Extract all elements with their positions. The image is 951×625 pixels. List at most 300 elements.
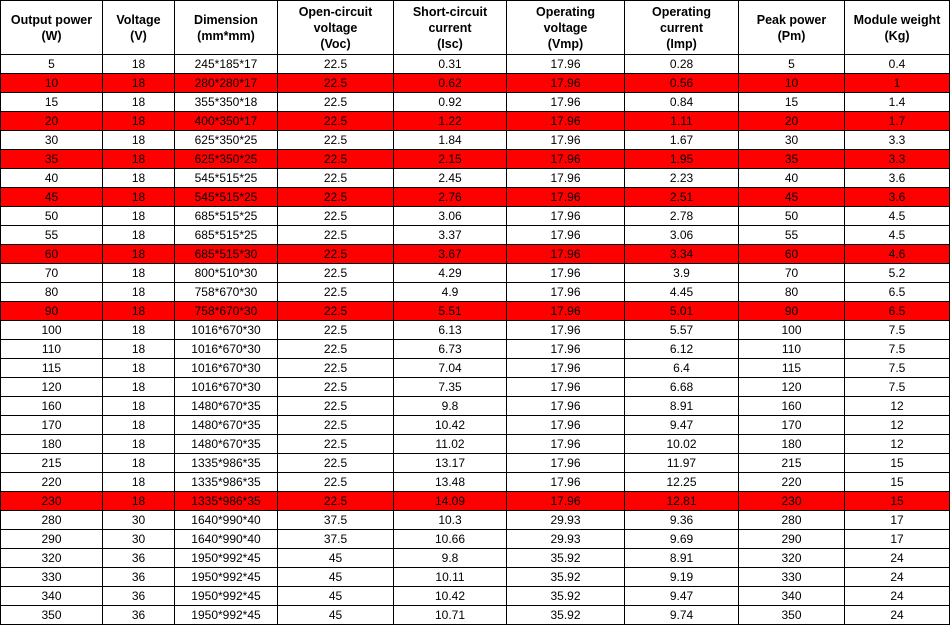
- isc-cell: 2.15: [394, 150, 507, 169]
- output-power-cell: 55: [1, 226, 103, 245]
- vmp-cell: 17.96: [507, 93, 625, 112]
- voltage-cell: 18: [103, 473, 175, 492]
- voc-cell: 22.5: [278, 112, 394, 131]
- table-row-highlighted: [1, 74, 950, 93]
- imp-cell: 1.95: [625, 150, 739, 169]
- dimension-cell: 1950*992*45: [175, 568, 278, 587]
- module-weight-cell: 4.5: [845, 226, 950, 245]
- header-text-line: Open-circuit: [298, 4, 373, 19]
- peak-power-cell: 20: [739, 112, 845, 131]
- imp-cell: 6.12: [625, 340, 739, 359]
- dimension-cell: 1016*670*30: [175, 321, 278, 340]
- peak-power-cell: 10: [739, 74, 845, 93]
- output-power-cell: 340: [1, 587, 103, 606]
- isc-cell: 0.62: [394, 74, 507, 93]
- imp-cell: 8.91: [625, 397, 739, 416]
- vmp-cell: 17.96: [507, 55, 625, 74]
- vmp-cell: 17.96: [507, 416, 625, 435]
- peak-power-cell: 40: [739, 169, 845, 188]
- module-weight-cell: 1: [845, 74, 950, 93]
- header-text-line: Voltage: [116, 12, 161, 27]
- dimension-cell: 1335*986*35: [175, 454, 278, 473]
- table-row-highlighted: [1, 245, 950, 264]
- peak-power-cell: 35: [739, 150, 845, 169]
- voc-cell: 22.5: [278, 416, 394, 435]
- imp-cell: 3.34: [625, 245, 739, 264]
- vmp-cell: 35.92: [507, 568, 625, 587]
- isc-cell: 6.73: [394, 340, 507, 359]
- table-row: [1, 511, 950, 530]
- voltage-cell: 30: [103, 511, 175, 530]
- output-power-cell: 15: [1, 93, 103, 112]
- vmp-cell: 17.96: [507, 473, 625, 492]
- header-row: [1, 1, 950, 55]
- isc-cell: 0.31: [394, 55, 507, 74]
- peak-power-cell: 120: [739, 378, 845, 397]
- vmp-cell: 17.96: [507, 131, 625, 150]
- isc-cell: 2.45: [394, 169, 507, 188]
- voc-cell: 22.5: [278, 207, 394, 226]
- output-power-cell: 320: [1, 549, 103, 568]
- header-voltage: [103, 1, 175, 55]
- header-dimension: [175, 1, 278, 55]
- table-row: [1, 549, 950, 568]
- module-weight-cell: 24: [845, 587, 950, 606]
- imp-cell: 9.19: [625, 568, 739, 587]
- module-weight-cell: 1.4: [845, 93, 950, 112]
- module-weight-cell: 3.6: [845, 169, 950, 188]
- table-row: [1, 321, 950, 340]
- dimension-cell: 545*515*25: [175, 169, 278, 188]
- output-power-cell: 50: [1, 207, 103, 226]
- output-power-cell: 5: [1, 55, 103, 74]
- imp-cell: 4.45: [625, 283, 739, 302]
- voc-cell: 22.5: [278, 226, 394, 245]
- header-text-line: (Voc): [320, 36, 351, 51]
- module-weight-cell: 5.2: [845, 264, 950, 283]
- imp-cell: 12.25: [625, 473, 739, 492]
- peak-power-cell: 55: [739, 226, 845, 245]
- output-power-cell: 180: [1, 435, 103, 454]
- imp-cell: 0.56: [625, 74, 739, 93]
- vmp-cell: 17.96: [507, 321, 625, 340]
- module-weight-cell: 3.6: [845, 188, 950, 207]
- dimension-cell: 758*670*30: [175, 283, 278, 302]
- output-power-cell: 100: [1, 321, 103, 340]
- peak-power-cell: 180: [739, 435, 845, 454]
- voltage-cell: 18: [103, 93, 175, 112]
- module-weight-cell: 12: [845, 416, 950, 435]
- isc-cell: 13.48: [394, 473, 507, 492]
- voc-cell: 22.5: [278, 435, 394, 454]
- output-power-cell: 20: [1, 112, 103, 131]
- dimension-cell: 685*515*25: [175, 226, 278, 245]
- isc-cell: 4.9: [394, 283, 507, 302]
- voltage-cell: 18: [103, 397, 175, 416]
- voltage-cell: 18: [103, 207, 175, 226]
- voltage-cell: 18: [103, 302, 175, 321]
- imp-cell: 11.97: [625, 454, 739, 473]
- voc-cell: 22.5: [278, 359, 394, 378]
- vmp-cell: 17.96: [507, 207, 625, 226]
- voc-cell: 22.5: [278, 378, 394, 397]
- imp-cell: 12.81: [625, 492, 739, 511]
- table-row: [1, 416, 950, 435]
- isc-cell: 10.42: [394, 587, 507, 606]
- isc-cell: 10.71: [394, 606, 507, 625]
- voltage-cell: 18: [103, 454, 175, 473]
- peak-power-cell: 50: [739, 207, 845, 226]
- dimension-cell: 800*510*30: [175, 264, 278, 283]
- isc-cell: 3.67: [394, 245, 507, 264]
- dimension-cell: 545*515*25: [175, 188, 278, 207]
- imp-cell: 0.28: [625, 55, 739, 74]
- voltage-cell: 18: [103, 321, 175, 340]
- dimension-cell: 1480*670*35: [175, 435, 278, 454]
- table-row: [1, 473, 950, 492]
- voc-cell: 37.5: [278, 511, 394, 530]
- voc-cell: 37.5: [278, 530, 394, 549]
- isc-cell: 1.22: [394, 112, 507, 131]
- output-power-cell: 215: [1, 454, 103, 473]
- isc-cell: 4.29: [394, 264, 507, 283]
- output-power-cell: 220: [1, 473, 103, 492]
- voltage-cell: 18: [103, 169, 175, 188]
- voltage-cell: 36: [103, 549, 175, 568]
- isc-cell: 2.76: [394, 188, 507, 207]
- dimension-cell: 245*185*17: [175, 55, 278, 74]
- dimension-cell: 1950*992*45: [175, 606, 278, 625]
- header-text-line: (Kg): [884, 28, 910, 43]
- voltage-cell: 18: [103, 492, 175, 511]
- dimension-cell: 1480*670*35: [175, 397, 278, 416]
- table-row: [1, 397, 950, 416]
- table-row: [1, 93, 950, 112]
- dimension-cell: 1335*986*35: [175, 492, 278, 511]
- peak-power-cell: 115: [739, 359, 845, 378]
- dimension-cell: 625*350*25: [175, 131, 278, 150]
- header-text-line: (Imp): [666, 36, 697, 51]
- vmp-cell: 17.96: [507, 245, 625, 264]
- peak-power-cell: 70: [739, 264, 845, 283]
- imp-cell: 6.4: [625, 359, 739, 378]
- peak-power-cell: 15: [739, 93, 845, 112]
- module-weight-cell: 12: [845, 397, 950, 416]
- table-row: [1, 169, 950, 188]
- vmp-cell: 35.92: [507, 587, 625, 606]
- header-text-line: Operating: [651, 4, 712, 19]
- table-row-highlighted: [1, 302, 950, 321]
- peak-power-cell: 280: [739, 511, 845, 530]
- module-weight-cell: 0.4: [845, 55, 950, 74]
- imp-cell: 9.47: [625, 587, 739, 606]
- peak-power-cell: 330: [739, 568, 845, 587]
- vmp-cell: 17.96: [507, 302, 625, 321]
- output-power-cell: 120: [1, 378, 103, 397]
- module-weight-cell: 6.5: [845, 283, 950, 302]
- module-weight-cell: 24: [845, 549, 950, 568]
- dimension-cell: 1016*670*30: [175, 359, 278, 378]
- table-row: [1, 264, 950, 283]
- voc-cell: 22.5: [278, 169, 394, 188]
- module-weight-cell: 4.5: [845, 207, 950, 226]
- module-weight-cell: 3.3: [845, 150, 950, 169]
- output-power-cell: 170: [1, 416, 103, 435]
- voc-cell: 22.5: [278, 492, 394, 511]
- module-weight-cell: 17: [845, 511, 950, 530]
- header-text-line: Output power: [10, 12, 93, 27]
- table-row-highlighted: [1, 492, 950, 511]
- output-power-cell: 40: [1, 169, 103, 188]
- isc-cell: 3.06: [394, 207, 507, 226]
- imp-cell: 6.68: [625, 378, 739, 397]
- voltage-cell: 30: [103, 530, 175, 549]
- header-text-line: Module weight: [853, 12, 941, 27]
- vmp-cell: 17.96: [507, 283, 625, 302]
- module-weight-cell: 7.5: [845, 359, 950, 378]
- voc-cell: 22.5: [278, 283, 394, 302]
- vmp-cell: 17.96: [507, 359, 625, 378]
- vmp-cell: 17.96: [507, 264, 625, 283]
- voltage-cell: 18: [103, 359, 175, 378]
- output-power-cell: 160: [1, 397, 103, 416]
- voltage-cell: 18: [103, 283, 175, 302]
- voltage-cell: 18: [103, 74, 175, 93]
- module-weight-cell: 12: [845, 435, 950, 454]
- module-weight-cell: 6.5: [845, 302, 950, 321]
- header-text-line: Dimension: [194, 12, 258, 27]
- table-row-highlighted: [1, 150, 950, 169]
- voc-cell: 22.5: [278, 93, 394, 112]
- header-module-weight: [845, 1, 950, 55]
- isc-cell: 14.09: [394, 492, 507, 511]
- dimension-cell: 1950*992*45: [175, 549, 278, 568]
- isc-cell: 9.8: [394, 397, 507, 416]
- voltage-cell: 18: [103, 435, 175, 454]
- vmp-cell: 17.96: [507, 397, 625, 416]
- imp-cell: 8.91: [625, 549, 739, 568]
- voc-cell: 45: [278, 549, 394, 568]
- vmp-cell: 17.96: [507, 378, 625, 397]
- voltage-cell: 18: [103, 245, 175, 264]
- table-row-highlighted: [1, 188, 950, 207]
- table-body: [1, 55, 950, 625]
- header-operating-voltage: [507, 1, 625, 55]
- table-row: [1, 606, 950, 625]
- output-power-cell: 35: [1, 150, 103, 169]
- voltage-cell: 36: [103, 587, 175, 606]
- peak-power-cell: 350: [739, 606, 845, 625]
- vmp-cell: 17.96: [507, 112, 625, 131]
- dimension-cell: 1640*990*40: [175, 530, 278, 549]
- output-power-cell: 115: [1, 359, 103, 378]
- peak-power-cell: 100: [739, 321, 845, 340]
- peak-power-cell: 90: [739, 302, 845, 321]
- peak-power-cell: 80: [739, 283, 845, 302]
- header-operating-current: [625, 1, 739, 55]
- peak-power-cell: 290: [739, 530, 845, 549]
- vmp-cell: 17.96: [507, 188, 625, 207]
- voltage-cell: 18: [103, 340, 175, 359]
- voc-cell: 45: [278, 568, 394, 587]
- voc-cell: 22.5: [278, 302, 394, 321]
- table-row: [1, 530, 950, 549]
- voc-cell: 22.5: [278, 245, 394, 264]
- voltage-cell: 18: [103, 131, 175, 150]
- isc-cell: 10.3: [394, 511, 507, 530]
- dimension-cell: 1016*670*30: [175, 340, 278, 359]
- output-power-cell: 10: [1, 74, 103, 93]
- header-text-line: (W): [41, 28, 62, 43]
- module-weight-cell: 15: [845, 492, 950, 511]
- header-text-line: Short-circuit: [412, 4, 488, 19]
- table-row: [1, 226, 950, 245]
- voltage-cell: 18: [103, 264, 175, 283]
- voltage-cell: 18: [103, 378, 175, 397]
- header-short-circuit-current: [394, 1, 507, 55]
- module-weight-cell: 3.3: [845, 131, 950, 150]
- header-text-line: (mm*mm): [197, 28, 255, 43]
- peak-power-cell: 340: [739, 587, 845, 606]
- header-text-line: Operating: [535, 4, 596, 19]
- peak-power-cell: 30: [739, 131, 845, 150]
- output-power-cell: 230: [1, 492, 103, 511]
- isc-cell: 0.92: [394, 93, 507, 112]
- imp-cell: 9.69: [625, 530, 739, 549]
- table-row: [1, 587, 950, 606]
- peak-power-cell: 110: [739, 340, 845, 359]
- voc-cell: 22.5: [278, 321, 394, 340]
- dimension-cell: 280*280*17: [175, 74, 278, 93]
- vmp-cell: 17.96: [507, 169, 625, 188]
- header-peak-power: [739, 1, 845, 55]
- vmp-cell: 17.96: [507, 435, 625, 454]
- table-row: [1, 435, 950, 454]
- isc-cell: 10.11: [394, 568, 507, 587]
- header-text-line: (Pm): [777, 28, 806, 43]
- module-weight-cell: 15: [845, 473, 950, 492]
- table-row: [1, 568, 950, 587]
- imp-cell: 2.78: [625, 207, 739, 226]
- dimension-cell: 1950*992*45: [175, 587, 278, 606]
- voc-cell: 22.5: [278, 264, 394, 283]
- peak-power-cell: 45: [739, 188, 845, 207]
- table-row: [1, 340, 950, 359]
- voc-cell: 22.5: [278, 188, 394, 207]
- voc-cell: 22.5: [278, 150, 394, 169]
- module-weight-cell: 7.5: [845, 321, 950, 340]
- peak-power-cell: 230: [739, 492, 845, 511]
- voc-cell: 22.5: [278, 131, 394, 150]
- output-power-cell: 70: [1, 264, 103, 283]
- module-weight-cell: 17: [845, 530, 950, 549]
- imp-cell: 9.47: [625, 416, 739, 435]
- table-row: [1, 454, 950, 473]
- vmp-cell: 17.96: [507, 150, 625, 169]
- imp-cell: 3.9: [625, 264, 739, 283]
- isc-cell: 5.51: [394, 302, 507, 321]
- peak-power-cell: 220: [739, 473, 845, 492]
- isc-cell: 11.02: [394, 435, 507, 454]
- module-weight-cell: 1.7: [845, 112, 950, 131]
- dimension-cell: 685*515*25: [175, 207, 278, 226]
- header-text-line: current: [659, 20, 704, 35]
- header-text-line: voltage: [543, 20, 588, 35]
- module-weight-cell: 7.5: [845, 378, 950, 397]
- header-open-circuit-voltage: [278, 1, 394, 55]
- module-weight-cell: 4.6: [845, 245, 950, 264]
- imp-cell: 1.11: [625, 112, 739, 131]
- vmp-cell: 17.96: [507, 226, 625, 245]
- isc-cell: 6.13: [394, 321, 507, 340]
- vmp-cell: 17.96: [507, 74, 625, 93]
- imp-cell: 5.57: [625, 321, 739, 340]
- output-power-cell: 45: [1, 188, 103, 207]
- table-row: [1, 359, 950, 378]
- output-power-cell: 350: [1, 606, 103, 625]
- dimension-cell: 1640*990*40: [175, 511, 278, 530]
- output-power-cell: 280: [1, 511, 103, 530]
- voltage-cell: 36: [103, 606, 175, 625]
- header-text-line: (V): [130, 28, 147, 43]
- imp-cell: 3.06: [625, 226, 739, 245]
- vmp-cell: 35.92: [507, 549, 625, 568]
- imp-cell: 1.67: [625, 131, 739, 150]
- header-text-line: (Isc): [437, 36, 463, 51]
- voc-cell: 22.5: [278, 397, 394, 416]
- header-text-line: (Vmp): [547, 36, 584, 51]
- isc-cell: 10.42: [394, 416, 507, 435]
- imp-cell: 9.74: [625, 606, 739, 625]
- vmp-cell: 17.96: [507, 492, 625, 511]
- table-row: [1, 131, 950, 150]
- imp-cell: 2.51: [625, 188, 739, 207]
- dimension-cell: 1480*670*35: [175, 416, 278, 435]
- dimension-cell: 355*350*18: [175, 93, 278, 112]
- dimension-cell: 400*350*17: [175, 112, 278, 131]
- voltage-cell: 18: [103, 226, 175, 245]
- header-text-line: current: [428, 20, 472, 35]
- output-power-cell: 290: [1, 530, 103, 549]
- output-power-cell: 110: [1, 340, 103, 359]
- voltage-cell: 18: [103, 55, 175, 74]
- peak-power-cell: 5: [739, 55, 845, 74]
- voc-cell: 45: [278, 606, 394, 625]
- vmp-cell: 29.93: [507, 530, 625, 549]
- peak-power-cell: 160: [739, 397, 845, 416]
- isc-cell: 7.35: [394, 378, 507, 397]
- dimension-cell: 758*670*30: [175, 302, 278, 321]
- vmp-cell: 17.96: [507, 340, 625, 359]
- output-power-cell: 60: [1, 245, 103, 264]
- dimension-cell: 1016*670*30: [175, 378, 278, 397]
- module-weight-cell: 24: [845, 606, 950, 625]
- voltage-cell: 18: [103, 416, 175, 435]
- voc-cell: 22.5: [278, 55, 394, 74]
- vmp-cell: 35.92: [507, 606, 625, 625]
- dimension-cell: 625*350*25: [175, 150, 278, 169]
- isc-cell: 1.84: [394, 131, 507, 150]
- voltage-cell: 18: [103, 112, 175, 131]
- voc-cell: 22.5: [278, 473, 394, 492]
- imp-cell: 9.36: [625, 511, 739, 530]
- voltage-cell: 18: [103, 150, 175, 169]
- voc-cell: 22.5: [278, 340, 394, 359]
- table-row: [1, 283, 950, 302]
- isc-cell: 9.8: [394, 549, 507, 568]
- imp-cell: 2.23: [625, 169, 739, 188]
- imp-cell: 10.02: [625, 435, 739, 454]
